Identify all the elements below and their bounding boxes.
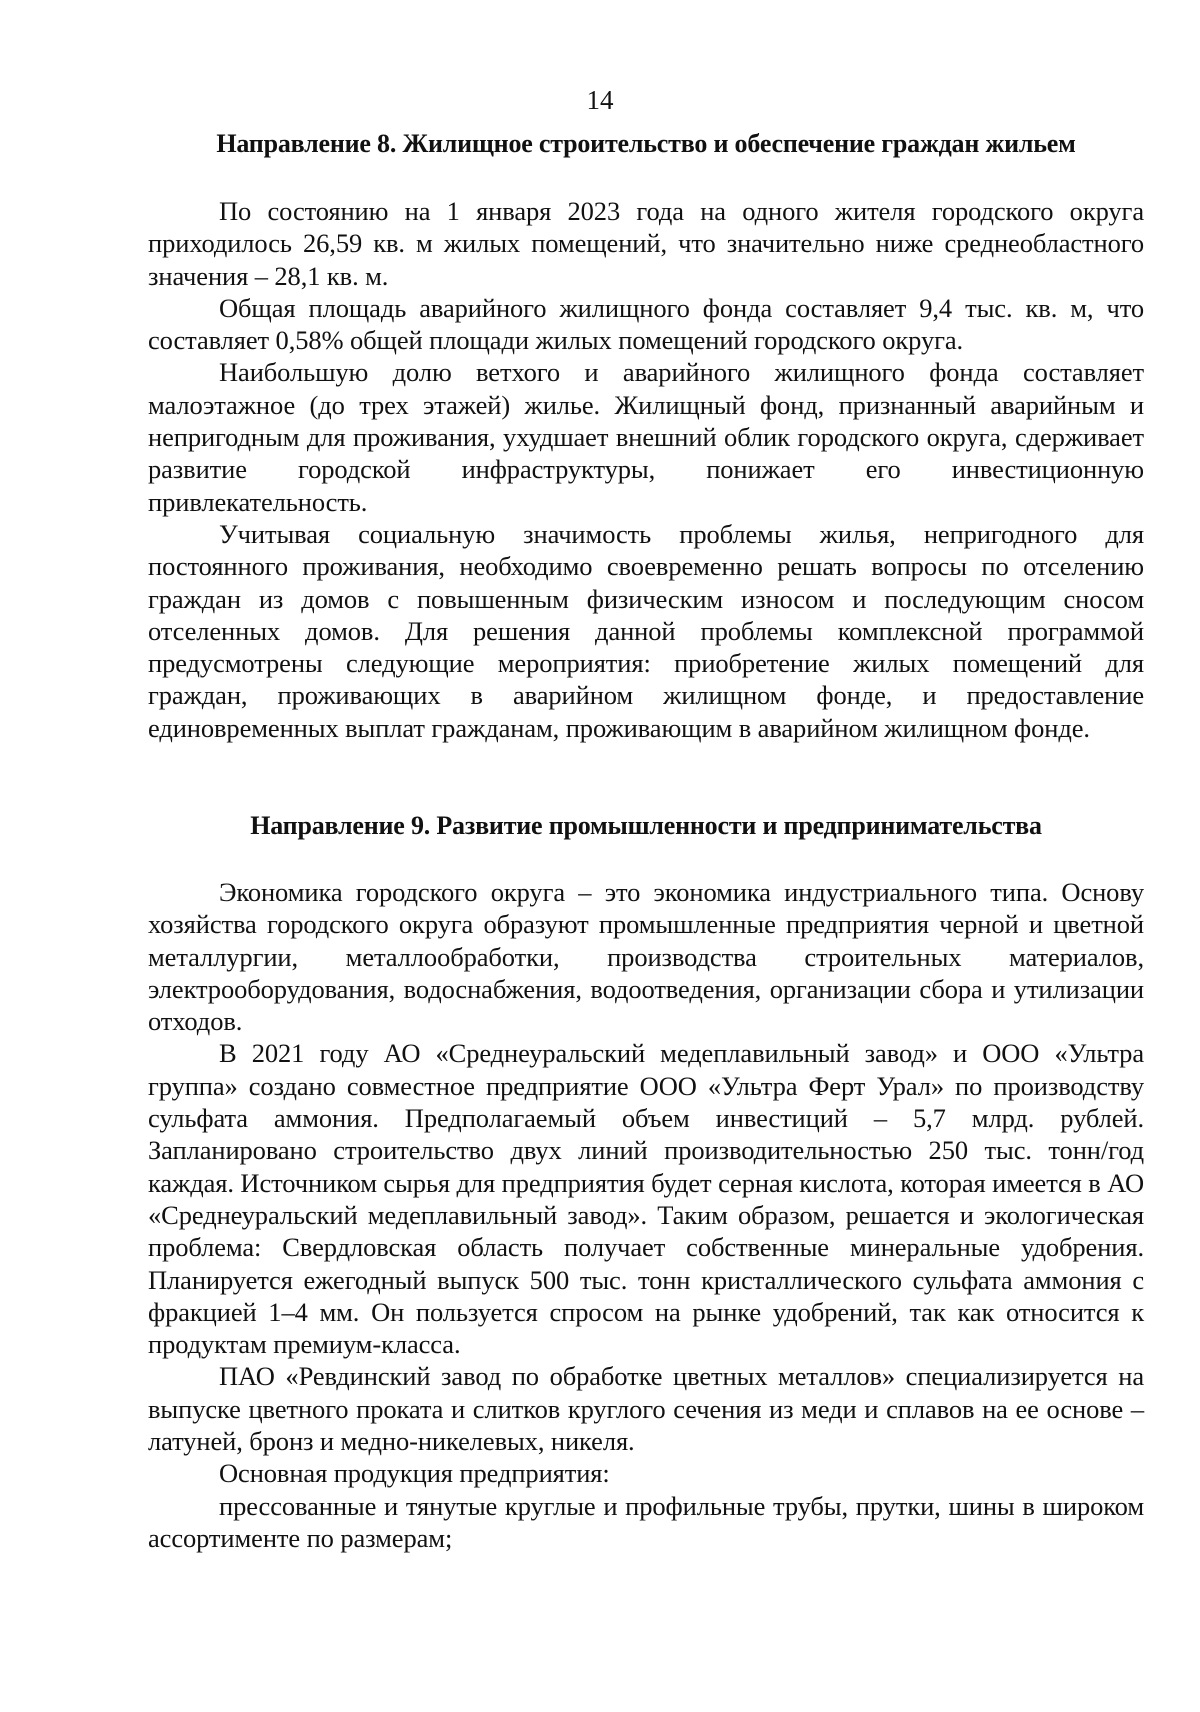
page-number: 14 <box>586 85 614 115</box>
section-8-paragraph: Общая площадь аварийного жилищного фонда составляет 9,4 тыс. кв. м, что составляет 0,58% общей площади жилых помещений городского округа. <box>148 292 1144 356</box>
section-9-paragraph: Экономика городского округа – это экономика индустриального типа. Основу хозяйства городского округа образуют промышленные предприятия черной и цветной металлургии, металлообработки, производства строительных материалов, электрооборудования, водоснабжения, водоотведения, организации сбора и утилизации отходов. <box>148 877 1144 1037</box>
section-9-paragraph: ПАО «Ревдинский завод по обработке цветных металлов» специализируется на выпуске цветного проката и слитков круглого сечения из меди и сплавов на ее основе – латуней, бронз и медно-никелевых, никеля. <box>148 1361 1144 1457</box>
section-9-paragraph: Основная продукция предприятия: <box>219 1458 610 1489</box>
section-9-heading: Направление 9. Развитие промышленности и предпринимательства <box>250 811 1042 840</box>
section-8-paragraph: По состоянию на 1 января 2023 года на одного жителя городского округа приходилось 26,59 кв. м жилых помещений, что значительно ниже среднеобластного значения – 28,1 кв. м. <box>148 196 1144 291</box>
section-8-paragraph: Учитывая социальную значимость проблемы жилья, непригодного для постоянного проживания, необходимо своевременно решать вопросы по отселению граждан из домов с повышенным физическим износом и последующим сносом отселенных домов. Для решения данной проблемы комплексной программой предусмотрены следующие мероприятия: приобретение жилых помещений для граждан, проживающих в аварийном жилищном фонде, и предоставление единовременных выплат гражданам, проживающим в аварийном жилищном фонде. <box>148 518 1144 743</box>
section-9-paragraph: прессованные и тянутые круглые и профильные трубы, прутки, шины в широком ассортименте по размерам; <box>148 1490 1144 1553</box>
section-8-paragraph: Наибольшую долю ветхого и аварийного жилищного фонда составляет малоэтажное (до трех этажей) жилье. Жилищный фонд, признанный аварийным и непригодным для проживания, ухудшает внешний облик городского округа, сдерживает развитие городской инфраструктуры, понижает его инвестиционную привлекательность. <box>148 357 1144 517</box>
section-8-heading: Направление 8. Жилищное строительство и обеспечение граждан жильем <box>216 129 1076 158</box>
section-9-paragraph: В 2021 году АО «Среднеуральский медеплавильный завод» и ООО «Ультра группа» создано совместное предприятие ООО «Ультра Ферт Урал» по производству сульфата аммония. Предполагаемый объем инвестиций – 5,7 млрд. рублей. Запланировано строительство двух линий производительностью 250 тыс. тонн/год каждая. Источником сырья для предприятия будет серная кислота, которая имеется в АО «Среднеуральский медеплавильный завод». Таким образом, решается и экологическая проблема: Свердловская область получает собственные минеральные удобрения. Планируется ежегодный выпуск 500 тыс. тонн кристаллического сульфата аммония с фракцией 1–4 мм. Он пользуется спросом на рынке удобрений, так как относится к продуктам премиум-класса. <box>148 1038 1144 1360</box>
section-8-body <box>148 195 1144 744</box>
section-9-body <box>148 876 1144 1554</box>
